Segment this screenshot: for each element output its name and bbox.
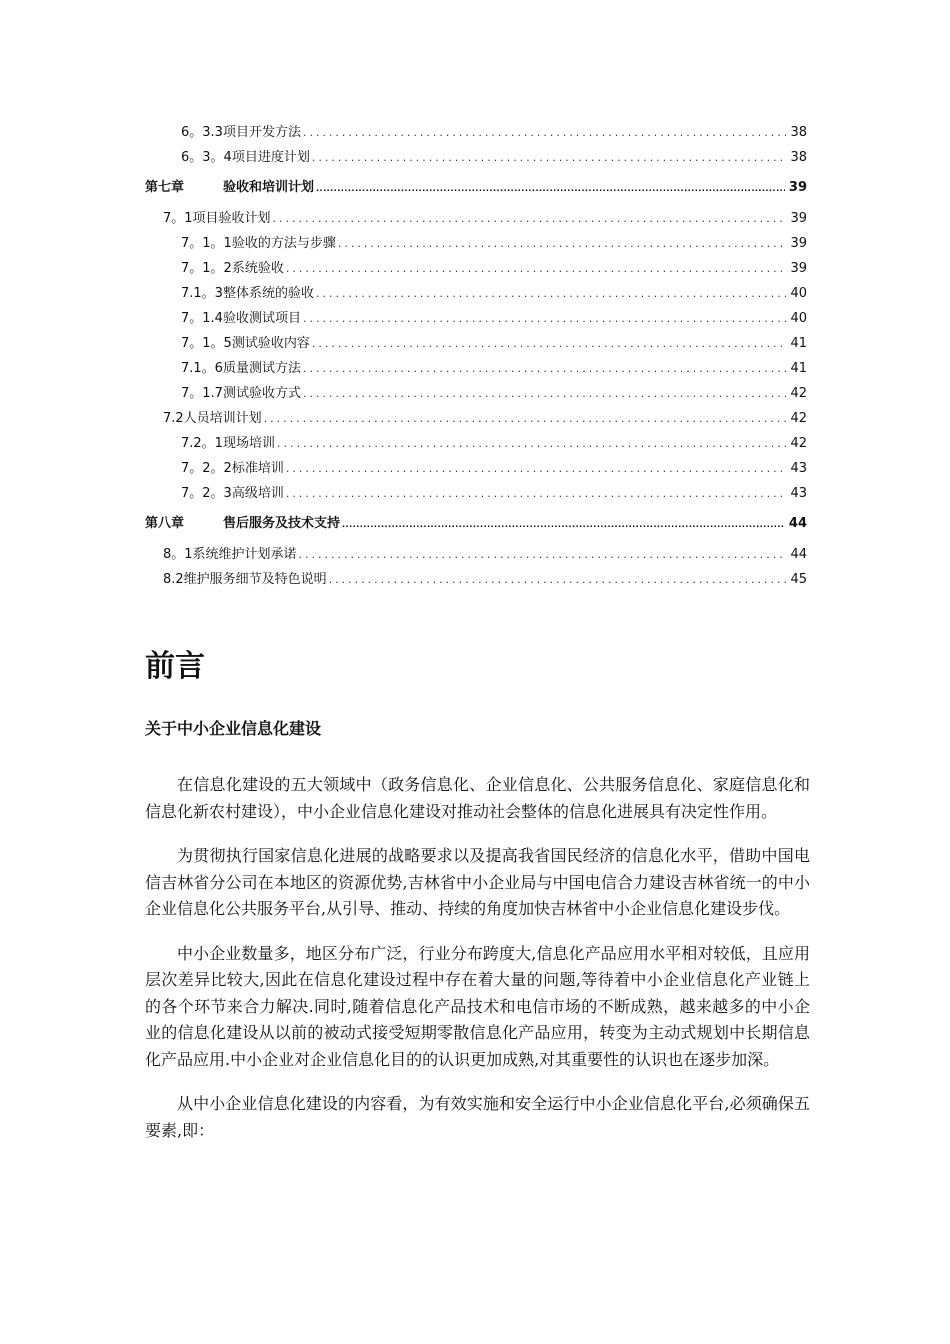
toc-leader bbox=[342, 507, 785, 543]
toc-entry[interactable] bbox=[145, 281, 807, 306]
toc-leader bbox=[286, 256, 787, 281]
toc-entry[interactable] bbox=[145, 406, 807, 431]
toc-leader bbox=[316, 281, 787, 306]
table-of-contents bbox=[145, 120, 807, 592]
toc-entry[interactable] bbox=[145, 145, 807, 170]
toc-page-number: 39 bbox=[790, 211, 807, 226]
toc-page-number: 45 bbox=[790, 572, 807, 587]
toc-leader bbox=[312, 331, 787, 356]
toc-leader bbox=[303, 306, 787, 331]
toc-entry-title: 7。2。2标准培训 bbox=[181, 461, 284, 476]
toc-page-number: 42 bbox=[790, 436, 807, 451]
toc-leader bbox=[329, 567, 787, 592]
toc-page-number: 41 bbox=[790, 336, 807, 351]
toc-entry-title: 7.2人员培训计划 bbox=[163, 411, 262, 426]
preface-heading: 前言 bbox=[145, 649, 205, 684]
paragraph: 从中小企业信息化建设的内容看，为有效实施和安全运行中小企业信息化平台,必须确保五要素,即： bbox=[145, 1094, 810, 1140]
toc-chapter-title bbox=[145, 170, 316, 206]
toc-chapter-number: 第七章 bbox=[145, 180, 185, 195]
paragraph: 在信息化建设的五大领域中（政务信息化、企业信息化、公共服务信息化、家庭信息化和信息化新农村建设），中小企业信息化建设对推动社会整体的信息化进展具有决定性作用。 bbox=[145, 775, 810, 821]
toc-chapter-entry[interactable] bbox=[145, 506, 807, 542]
paragraph: 中小企业数量多，地区分布广泛，行业分布跨度大,信息化产品应用水平相对较低，且应用层次差异比较大,因此在信息化建设过程中存在着大量的问题,等待着中小企业信息化产业链上的各个环节来合力解决.同时,随着信息化产品技术和电信市场的不断成熟，越来越多的中小企业的信息化建设从以前的被动式接受短期零散信息化产品应用，转变为主动式规划中长期信息化产品应用.中小企业对企业信息化目的的认识更加成熟,对其重要性的认识也在逐步加深。 bbox=[145, 943, 810, 1069]
toc-page-number: 44 bbox=[790, 547, 807, 562]
toc-page-number: 41 bbox=[790, 361, 807, 376]
toc-page-number: 39 bbox=[790, 261, 807, 276]
toc-entry-title: 7。1项目验收计划 bbox=[163, 211, 271, 226]
section-heading: 关于中小企业信息化建设 bbox=[145, 719, 322, 738]
toc-chapter-title bbox=[145, 506, 342, 542]
toc-leader bbox=[299, 542, 787, 567]
toc-page-number: 40 bbox=[790, 286, 807, 301]
toc-entry[interactable] bbox=[145, 567, 807, 592]
toc-chapter-name: 售后服务及技术支持 bbox=[223, 516, 341, 531]
toc-page-number: 43 bbox=[790, 461, 807, 476]
toc-entry[interactable] bbox=[145, 120, 807, 145]
toc-entry-title: 7。1.4验收测试项目 bbox=[181, 311, 301, 326]
toc-entry[interactable] bbox=[145, 206, 807, 231]
toc-entry[interactable] bbox=[145, 306, 807, 331]
toc-leader bbox=[286, 456, 787, 481]
toc-leader bbox=[273, 206, 787, 231]
toc-leader bbox=[338, 231, 787, 256]
toc-page-number: 38 bbox=[790, 150, 807, 165]
toc-entry-title: 8.2维护服务细节及特色说明 bbox=[163, 572, 327, 587]
toc-entry[interactable] bbox=[145, 431, 807, 456]
toc-leader bbox=[264, 406, 787, 431]
preface-body bbox=[145, 772, 810, 1162]
toc-chapter-name: 验收和培训计划 bbox=[223, 180, 315, 195]
toc-leader bbox=[312, 145, 787, 170]
toc-entry-title: 8。1系统维护计划承诺 bbox=[163, 547, 297, 562]
toc-entry-title: 6。3.3项目开发方法 bbox=[181, 125, 301, 140]
toc-leader bbox=[277, 431, 787, 456]
toc-page-number: 39 bbox=[788, 180, 807, 195]
toc-entry-title: 7。1。1验收的方法与步骤 bbox=[181, 236, 336, 251]
toc-leader bbox=[316, 171, 785, 207]
toc-chapter-number: 第八章 bbox=[145, 516, 185, 531]
toc-entry[interactable] bbox=[145, 356, 807, 381]
toc-entry[interactable] bbox=[145, 331, 807, 356]
toc-entry-title: 7.2。1现场培训 bbox=[181, 436, 275, 451]
toc-page-number: 38 bbox=[790, 125, 807, 140]
toc-entry-title: 7。1。5测试验收内容 bbox=[181, 336, 310, 351]
toc-leader bbox=[303, 356, 787, 381]
toc-entry-title: 7。1.7测试验收方式 bbox=[181, 386, 301, 401]
toc-page-number: 39 bbox=[790, 236, 807, 251]
toc-entry-title: 7.1。6质量测试方法 bbox=[181, 361, 301, 376]
toc-chapter-entry[interactable] bbox=[145, 170, 807, 206]
toc-leader bbox=[303, 120, 787, 145]
toc-page-number: 44 bbox=[788, 516, 807, 531]
toc-entry-title: 6。3。4项目进度计划 bbox=[181, 150, 310, 165]
toc-entry[interactable] bbox=[145, 456, 807, 481]
toc-entry[interactable] bbox=[145, 231, 807, 256]
toc-leader bbox=[286, 481, 787, 506]
toc-entry[interactable] bbox=[145, 481, 807, 506]
toc-entry-title: 7.1。3整体系统的验收 bbox=[181, 286, 314, 301]
toc-page-number: 40 bbox=[790, 311, 807, 326]
toc-entry-title: 7。1。2系统验收 bbox=[181, 261, 284, 276]
toc-page-number: 42 bbox=[790, 386, 807, 401]
toc-page-number: 43 bbox=[790, 486, 807, 501]
toc-leader bbox=[303, 381, 787, 406]
toc-entry[interactable] bbox=[145, 542, 807, 567]
toc-page-number: 42 bbox=[790, 411, 807, 426]
toc-entry[interactable] bbox=[145, 256, 807, 281]
toc-entry-title: 7。2。3高级培训 bbox=[181, 486, 284, 501]
paragraph: 为贯彻执行国家信息化进展的战略要求以及提高我省国民经济的信息化水平，借助中国电信吉林省分公司在本地区的资源优势,吉林省中小企业局与中国电信合力建设吉林省统一的中小企业信息化公共服务平台,从引导、推动、持续的角度加快吉林省中小企业信息化建设步伐。 bbox=[145, 846, 810, 918]
toc-entry[interactable] bbox=[145, 381, 807, 406]
